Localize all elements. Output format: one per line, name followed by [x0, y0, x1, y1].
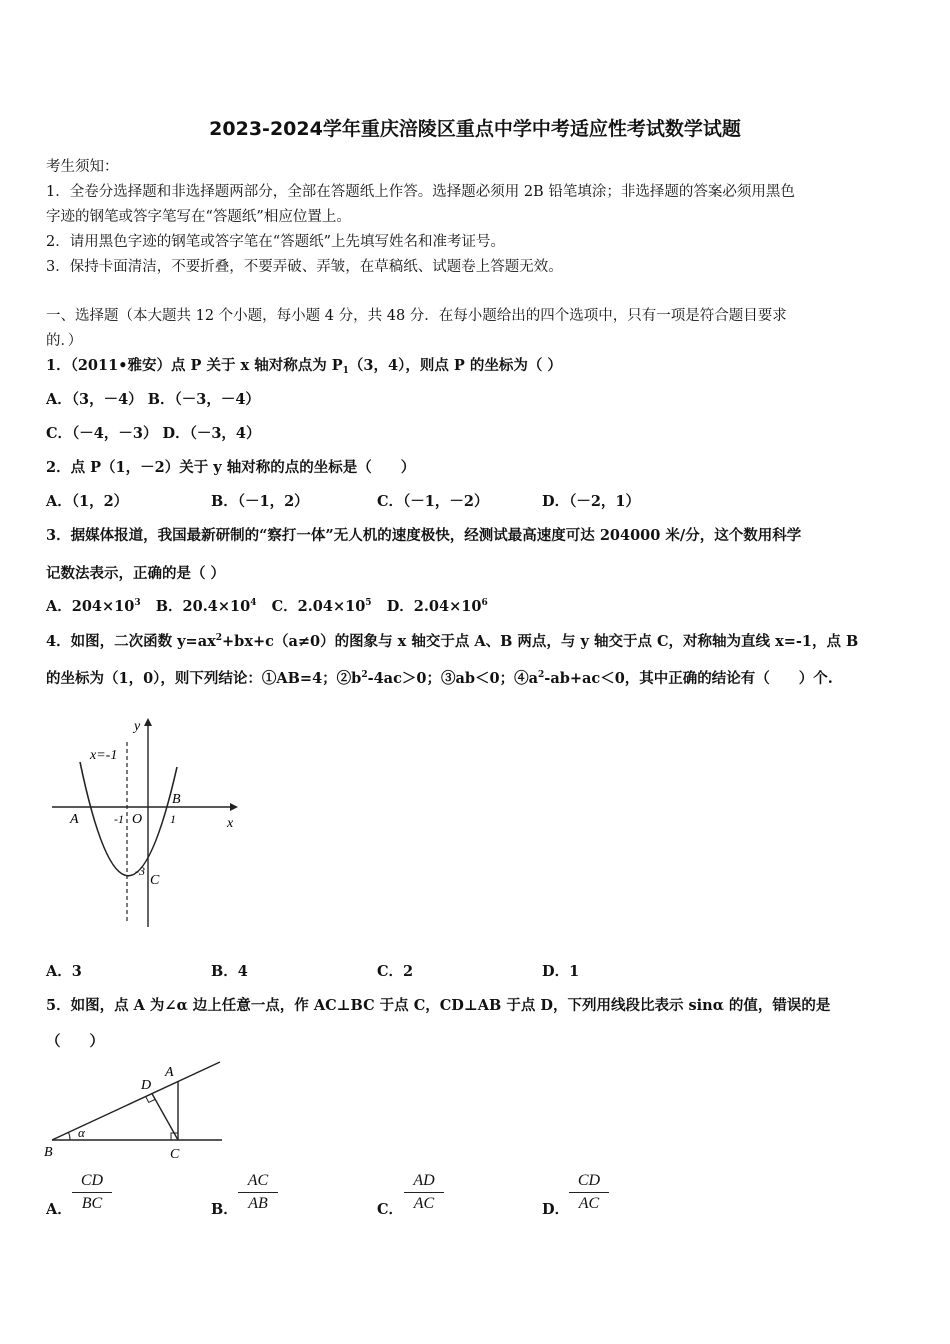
q2-option-b: B．（－1，2）: [211, 493, 309, 510]
notice-line-2: 2．请用黑色字迹的钢笔或答字笔在“答题纸”上先填写姓名和准考证号。: [46, 234, 506, 250]
q5-option-b-fraction: [238, 1172, 278, 1213]
label-c: C: [170, 1147, 180, 1162]
q3-stem-line-2: 记数法表示，正确的是（ ）: [46, 565, 226, 582]
q5-stem-line-2: （ ）: [46, 1033, 104, 1050]
q3-option-a: A．$204\times 10^3$: [46, 598, 141, 615]
q5-option-d-numerator: CD: [569, 1172, 609, 1193]
q4-stem-line-1: 4．如图，二次函数 $y=ax^2+bx+c(a\ne 0)$的图象与 x 轴交于点 A、B 两点，与 y 轴交于点 C，对称轴为直线 x=-1，点 B: [46, 633, 859, 650]
q1-options-row-2: C．（－4，－3） D．（－3，4）: [46, 425, 261, 442]
q5-option-b-numerator: AC: [238, 1172, 278, 1193]
q5-option-d-fraction: [569, 1172, 609, 1213]
q1-options-row-1: A．（3，－4） B．（－3，－4）: [46, 391, 260, 408]
q5-option-c-label: C．: [377, 1201, 404, 1218]
label-axis-line: x=-1: [90, 748, 118, 763]
section-heading-line-2: 的．）: [46, 333, 83, 349]
q1-stem-text-b: （3，4），则点 P 的坐标为（ ）: [348, 357, 562, 374]
q1-subscript: 1: [342, 366, 349, 376]
q5-option-c-numerator: AD: [404, 1172, 444, 1193]
label-o: O: [132, 812, 143, 827]
notice-heading: 考生须知：: [46, 159, 119, 175]
x-axis-arrow: [230, 803, 238, 811]
label-c: C: [150, 873, 160, 888]
q4-option-b: B．4: [211, 963, 248, 980]
q5-option-c-denominator: AC: [413, 1195, 435, 1212]
label-a: A: [70, 812, 79, 827]
q3-option-d: D．$2.04\times 10^6$: [386, 598, 488, 615]
label-1: 1: [170, 812, 176, 826]
q4-option-a: A．3: [46, 963, 82, 980]
notice-line-3: 3．保持卡面清洁，不要折叠，不要弄破、弄皱，在草稿纸、试题卷上答题无效。: [46, 259, 563, 275]
page-title: 2023-2024学年重庆涪陵区重点中学中考适应性考试数学试题: [209, 118, 741, 140]
y-axis-arrow: [144, 718, 152, 726]
notice-line-1a: 1．全卷分选择题和非选择题两部分，全部在答题纸上作答。选择题必须用 2B 铅笔填涂；非选择题的答案必须用黑色: [46, 184, 795, 200]
q3-options: [46, 595, 488, 616]
label-a: A: [165, 1065, 174, 1080]
q2-option-d: D．（－2，1）: [542, 493, 641, 510]
q4-option-d: D．1: [542, 963, 580, 980]
label-minus-1: -1: [114, 812, 124, 826]
q5-option-a-numerator: CD: [72, 1172, 112, 1193]
section-heading-line-1: 一、选择题（本大题共 12 个小题，每小题 4 分，共 48 分．在每小题给出的四个选项中，只有一项是符合题目要求: [46, 308, 787, 324]
label-y: y: [134, 719, 141, 734]
q5-option-b-denominator: AB: [248, 1195, 268, 1212]
q4-stem-line-2: 的坐标为（1，0），则下列结论：①AB=4；$②b^2-4ac>0$；③ab＜0；$④a^2-ab+ac<0$，其中正确的结论有（ ）个.: [46, 670, 833, 687]
angle-arc: [69, 1132, 71, 1140]
label-x: x: [227, 816, 234, 831]
q3-option-b: B．$20.4\times 10^4$: [155, 598, 257, 615]
q1-stem: [46, 354, 562, 375]
label-alpha: α: [78, 1125, 85, 1140]
q5-option-c-fraction: [404, 1172, 444, 1213]
q5-option-a-denominator: BC: [81, 1195, 103, 1212]
notice-line-1b: 字迹的钢笔或答字笔写在“答题纸”相应位置上。: [46, 209, 351, 225]
parabola-curve: [80, 762, 177, 876]
q5-option-a-fraction: [72, 1172, 112, 1213]
q2-option-c: C．（－1，－2）: [377, 493, 489, 510]
q5-stem-line-1: 5．如图，点 A 为∠α 边上任意一点，作 AC⊥BC 于点 C，CD⊥AB 于点 D，下列用线段比表示 sinα 的值，错误的是: [46, 997, 831, 1014]
q3-option-c: C．$2.04\times 10^5$: [271, 598, 372, 615]
q4-option-c: C．2: [377, 963, 414, 980]
q3-stem-line-1: 3．据媒体报道，我国最新研制的“察打一体”无人机的速度极快，经测试最高速度可达 204000 米/分，这个数用科学: [46, 527, 802, 544]
q5-option-b-label: B．: [211, 1201, 238, 1218]
label-minus-3: -3: [135, 864, 145, 878]
q5-option-a-label: A．: [46, 1201, 72, 1218]
q2-stem: 2．点 P（1，－2）关于 y 轴对称的点的坐标是（ ）: [46, 459, 416, 476]
q5-option-d-label: D．: [542, 1201, 570, 1218]
q2-option-a: A．（1，2）: [46, 493, 129, 510]
label-b: B: [44, 1145, 53, 1160]
triangle-figure: [44, 1058, 226, 1162]
q1-stem-text-a: 1．（2011•雅安）点 P 关于 x 轴对称点为 P: [46, 357, 343, 374]
label-b: B: [172, 792, 181, 807]
label-d: D: [141, 1078, 152, 1093]
parabola-figure: [46, 712, 246, 932]
q5-option-d-denominator: AC: [578, 1195, 600, 1212]
